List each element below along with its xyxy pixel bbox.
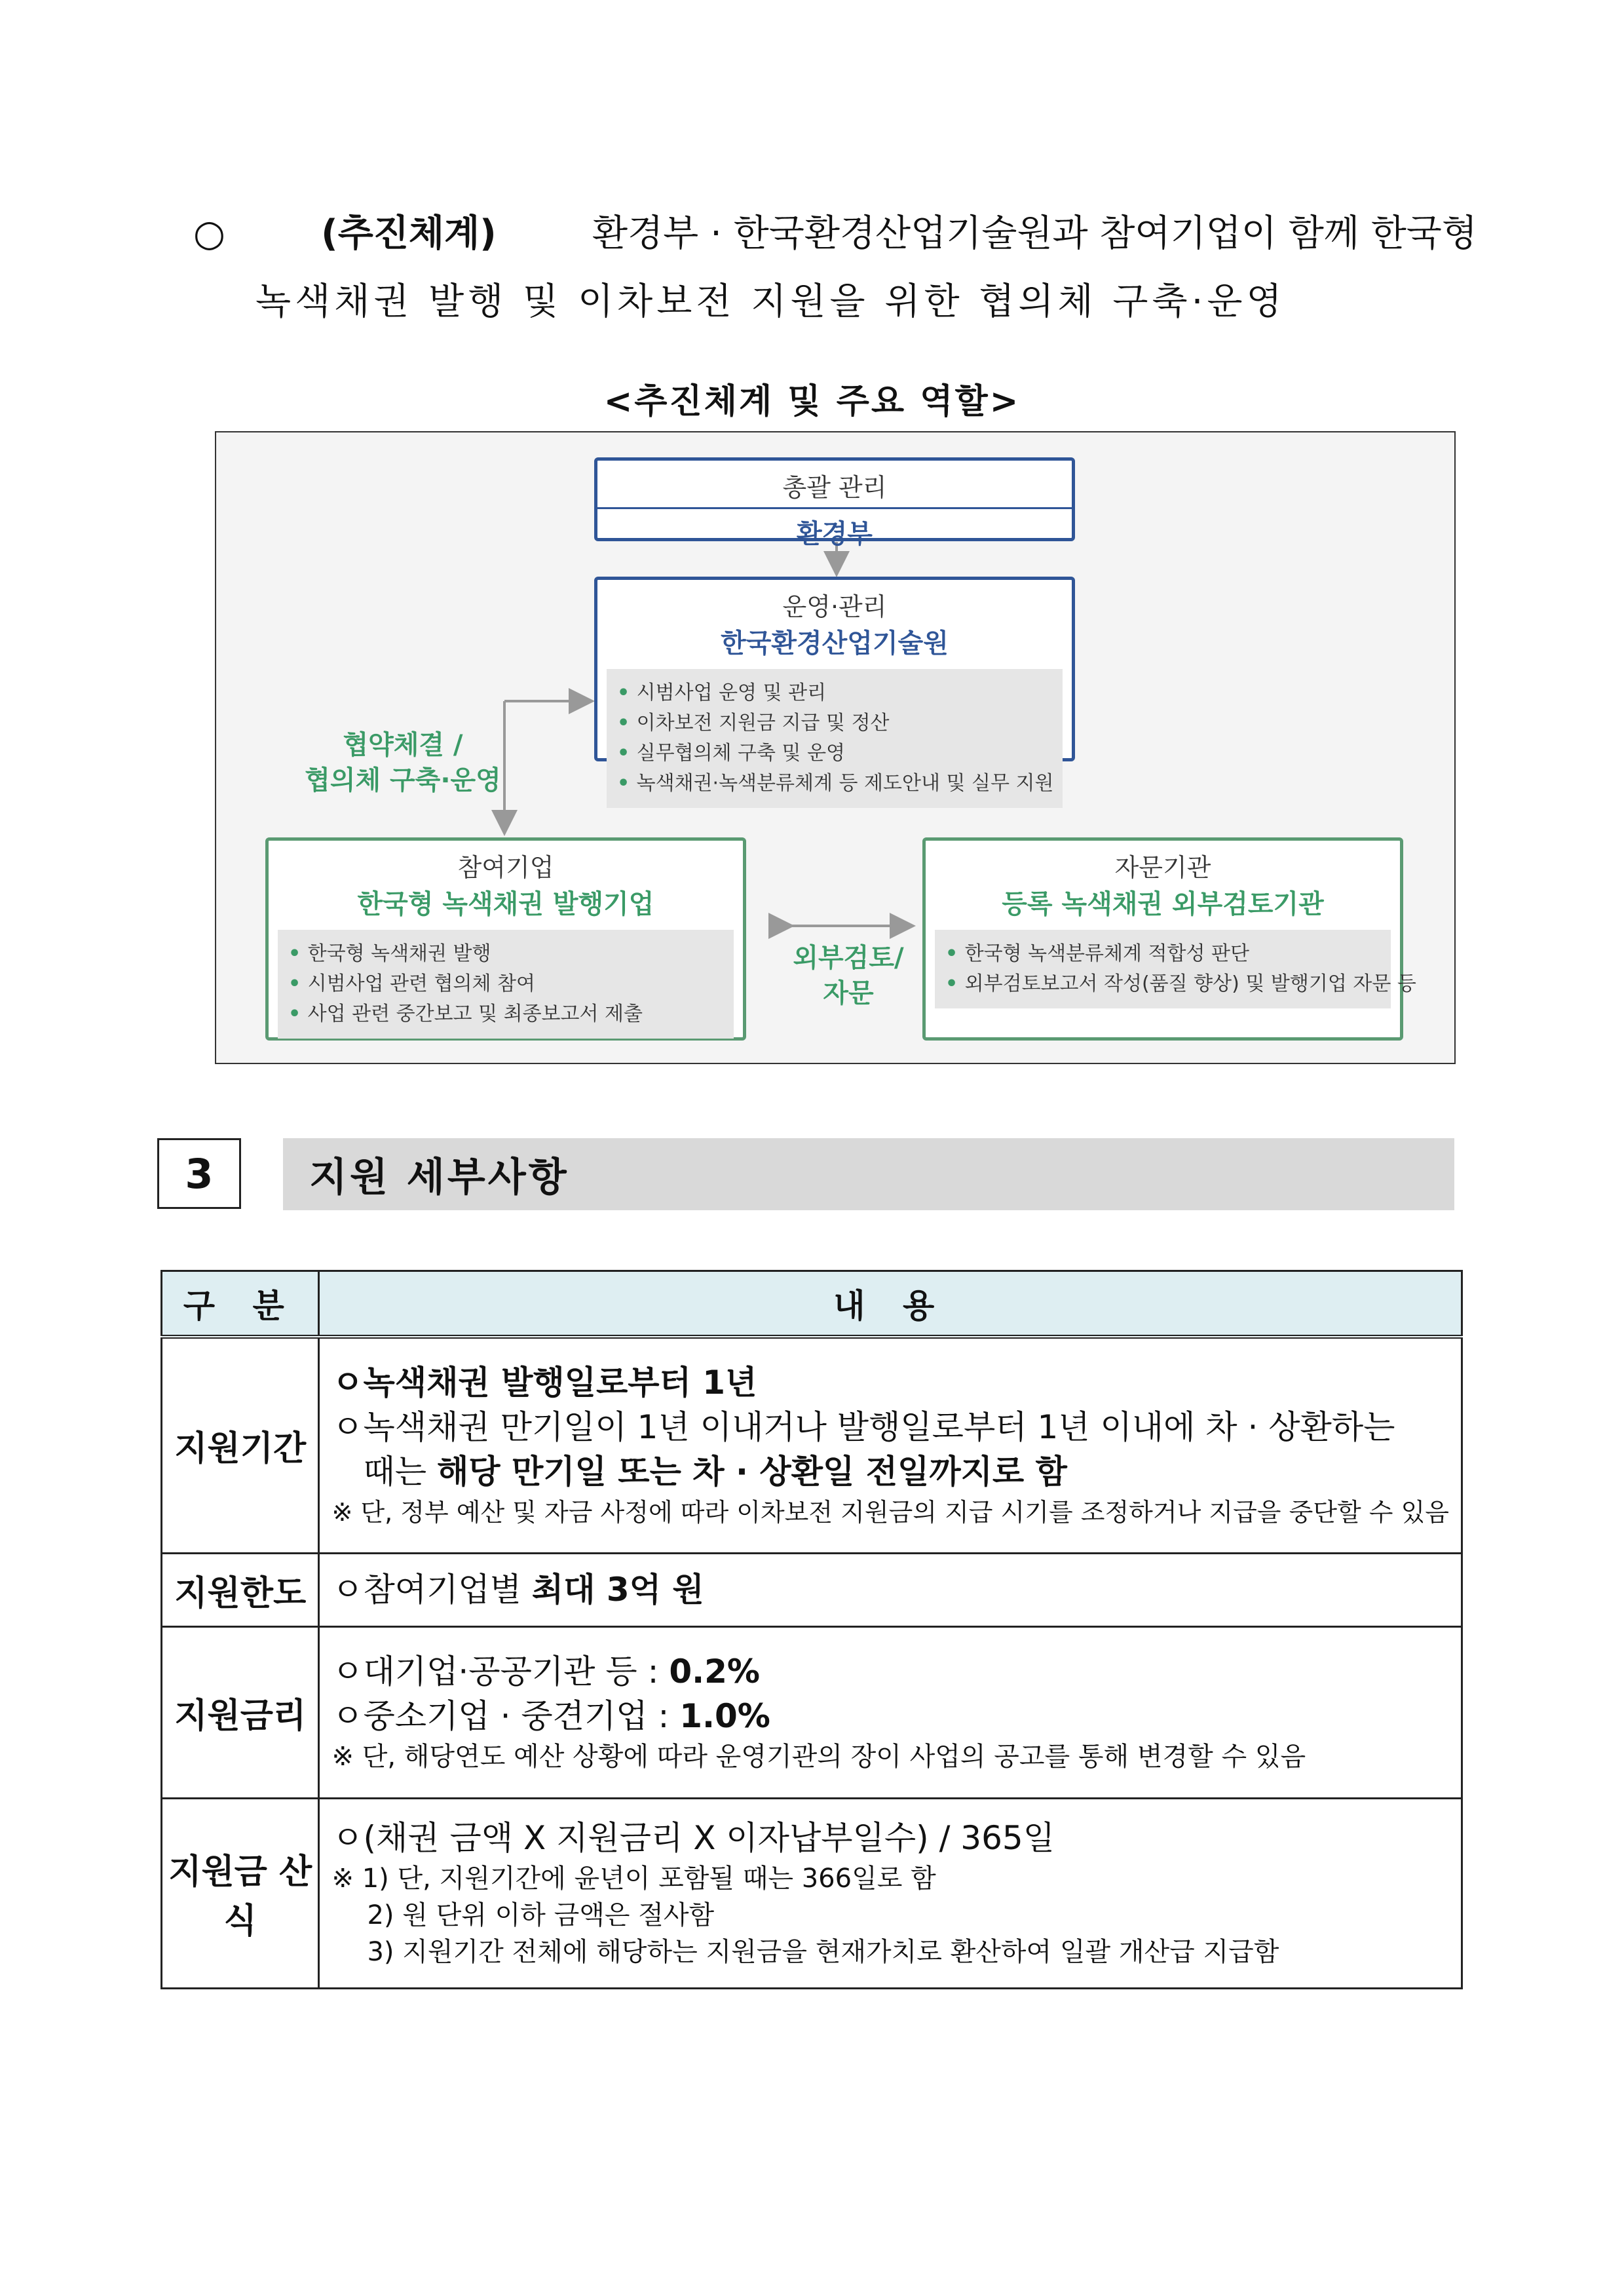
period-line1-text: 녹색채권 발행일로부터 1년: [363, 1363, 757, 1402]
box-divider: [597, 507, 1072, 509]
list-item: • 시범사업 관련 협의체 참여: [288, 969, 723, 999]
period-note: ※ 단, 정부 예산 및 자금 사정에 따라 이차보전 지원금의 지급 시기를 조정하거나 지급을 중단할 수 있음: [331, 1497, 1449, 1527]
formula-text: (채권 금액 X 지원금리 X 이자납부일수) / 365일: [363, 1819, 1055, 1857]
box-ministry-sub: 환경부: [797, 519, 873, 549]
box-keiti: [594, 577, 1075, 795]
label-agreement: [305, 727, 501, 798]
header-category: 구 분: [162, 1271, 319, 1337]
rate-line1-bold: 0.2%: [669, 1653, 760, 1691]
bullet: ㅇ: [331, 1407, 364, 1446]
cell-period-label: 지원기간: [162, 1337, 319, 1553]
box-participant-sub: 한국형 녹색채권 발행기업: [357, 889, 654, 919]
section-number: 3: [157, 1138, 241, 1209]
support-details-table: [161, 1270, 1463, 1989]
limit-bold: 최대 3억 원: [531, 1571, 704, 1609]
limit-pre: 참여기업별: [363, 1571, 532, 1609]
cell-rate-label: 지원금리: [162, 1626, 319, 1798]
organization-diagram: [215, 431, 1456, 1064]
box-keiti-sub: 한국환경산업기술원: [721, 628, 949, 659]
cell-limit-content: [319, 1553, 1462, 1626]
label-review-line1: 외부검토/: [793, 943, 904, 973]
table-row: [162, 1553, 1462, 1626]
box-keiti-list: [607, 669, 1063, 808]
cell-formula-label: 지원금 산식: [162, 1798, 319, 1988]
bullet: ㅇ: [331, 1363, 364, 1402]
intro-line-1: [193, 200, 1477, 268]
bullet: ㅇ: [331, 1653, 364, 1691]
box-participant-list: [278, 930, 734, 1039]
period-line-1: [331, 1360, 1449, 1405]
label-agreement-line2: 협의체 구축·운영: [305, 765, 501, 795]
box-ministry: [594, 457, 1075, 549]
table-header-row: [162, 1271, 1462, 1337]
period-line-3: [331, 1449, 1449, 1494]
figure-caption: <추진체계 및 주요 역할>: [603, 382, 1021, 421]
intro-line-2: 녹색채권 발행 및 이차보전 지원을 위한 협의체 구축·운영: [255, 280, 1286, 323]
list-item: • 한국형 녹색분류체계 적합성 판단: [945, 939, 1380, 969]
box-advisory-list: [935, 930, 1416, 1008]
bullet: ㅇ: [331, 1819, 364, 1857]
list-item: • 사업 관련 중간보고 및 최종보고서 제출: [288, 999, 723, 1029]
rate-line-2: [331, 1694, 1449, 1738]
list-item: • 외부검토보고서 작성(품질 향상) 및 발행기업 자문 등: [945, 969, 1380, 999]
formula-line: [331, 1816, 1449, 1860]
table-row: [162, 1798, 1462, 1988]
label-external-review: [780, 940, 917, 1011]
period-line2b-bold: 해당 만기일 또는 차 · 상환일 전일까지로 함: [436, 1452, 1067, 1491]
label-agreement-line1: 협약체결 /: [343, 730, 463, 760]
cell-limit-label: 지원한도: [162, 1553, 319, 1626]
list-item: • 시범사업 운영 및 관리: [617, 678, 1052, 708]
box-advisory: [922, 837, 1416, 1041]
header-content: 내 용: [319, 1271, 1462, 1337]
formula-note-3: 3) 지원기간 전체에 해당하는 지원금을 현재가치로 환산하여 일괄 개산급 지급함: [367, 1937, 1279, 1967]
section-title: 지원 세부사항: [283, 1138, 1454, 1210]
box-advisory-head: 자문기관: [1114, 853, 1211, 882]
rate-line-1: [331, 1649, 1449, 1694]
box-keiti-head: 운영·관리: [782, 592, 887, 621]
formula-note-1: ※ 1) 단, 지원기간에 윤년이 포함될 때는 366일로 함: [331, 1864, 936, 1894]
rate-line2-bold: 1.0%: [679, 1697, 770, 1735]
limit-line: [331, 1567, 1449, 1612]
table-row: [162, 1626, 1462, 1798]
cell-period-content: [319, 1337, 1462, 1553]
period-line2b-pre: 때는: [363, 1452, 437, 1491]
box-advisory-sub: 등록 녹색채권 외부검토기관: [1002, 889, 1324, 919]
rate-line1-pre: 대기업·공공기관 등 :: [363, 1653, 670, 1691]
box-participant: [265, 837, 746, 1041]
intro-bullet: ○: [193, 212, 225, 255]
list-item: • 이차보전 지원금 지급 및 정산: [617, 708, 1052, 738]
cell-rate-content: [319, 1626, 1462, 1798]
rate-note: ※ 단, 해당연도 예산 상황에 따라 운영기관의 장이 사업의 공고를 통해 변경할 수 있음: [331, 1742, 1306, 1772]
list-item: • 녹색채권·녹색분류체계 등 제도안내 및 실무 지원: [617, 769, 1052, 799]
box-ministry-head: 총괄 관리: [782, 473, 887, 502]
period-line2a-text: 녹색채권 만기일이 1년 이내거나 발행일로부터 1년 이내에 차 · 상환하는: [363, 1407, 1395, 1446]
table-row: [162, 1337, 1462, 1553]
list-item: • 실무협의체 구축 및 운영: [617, 738, 1052, 769]
list-item: • 한국형 녹색채권 발행: [288, 939, 723, 969]
period-line-2: [331, 1405, 1449, 1449]
label-review-line2: 자문: [823, 978, 874, 1008]
intro-line1-text: 환경부 · 한국환경산업기술원과 참여기업이 함께 한국형: [592, 212, 1477, 255]
intro-paragraph: [193, 200, 1477, 336]
bullet: ㅇ: [331, 1697, 364, 1735]
formula-note-2: 2) 원 단위 이하 금액은 절사함: [367, 1900, 715, 1930]
intro-label: (추진체계): [321, 212, 497, 255]
cell-formula-content: [319, 1798, 1462, 1988]
bullet: ㅇ: [331, 1571, 364, 1609]
box-participant-head: 참여기업: [457, 853, 554, 882]
rate-line2-pre: 중소기업 · 중견기업 :: [363, 1697, 680, 1735]
